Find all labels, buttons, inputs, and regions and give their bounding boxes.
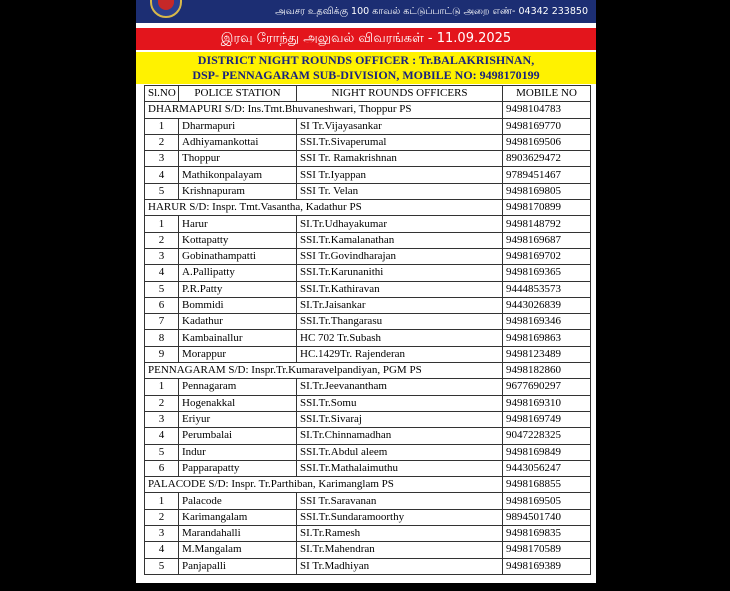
section-heading: PENNAGARAM S/D: Inspr.Tr.Kumaravelpandiyan, PGM PS — [145, 363, 503, 379]
serial-number-cell: 1 — [145, 118, 179, 134]
district-officer-contact: DSP- PENNAGARAM SUB-DIVISION, MOBILE NO: 9498170199 — [192, 68, 540, 82]
section-header-row — [145, 200, 591, 216]
section-mobile: 9498170899 — [503, 200, 591, 216]
serial-number-cell: 3 — [145, 248, 179, 264]
police-station-cell: Kadathur — [179, 314, 297, 330]
mobile-number-cell: 9498148792 — [503, 216, 591, 232]
police-station-cell: Thoppur — [179, 151, 297, 167]
police-station-cell: Panjapalli — [179, 558, 297, 574]
police-station-cell: Marandahalli — [179, 526, 297, 542]
police-station-cell: Adhiyamankottai — [179, 134, 297, 150]
police-station-cell: Indur — [179, 444, 297, 460]
officer-cell: SI Tr.Madhiyan — [297, 558, 503, 574]
mobile-number-cell: 9498169770 — [503, 118, 591, 134]
section-header-row — [145, 102, 591, 118]
column-header-sl: Sl.NO — [145, 86, 179, 102]
officer-cell: SI.Tr.Udhayakumar — [297, 216, 503, 232]
mobile-number-cell: 9498169687 — [503, 232, 591, 248]
serial-number-cell: 4 — [145, 428, 179, 444]
column-header-mobile: MOBILE NO — [503, 86, 591, 102]
mobile-number-cell: 8903629472 — [503, 151, 591, 167]
table-row — [145, 281, 591, 297]
table-row — [145, 444, 591, 460]
table-row — [145, 297, 591, 313]
officer-cell: SI.Tr.Chinnamadhan — [297, 428, 503, 444]
section-heading: HARUR S/D: Inspr. Tmt.Vasantha, Kadathur PS — [145, 200, 503, 216]
table-row — [145, 232, 591, 248]
table-row — [145, 151, 591, 167]
serial-number-cell: 2 — [145, 509, 179, 525]
mobile-number-cell: 9498169835 — [503, 526, 591, 542]
mobile-number-cell: 9047228325 — [503, 428, 591, 444]
table-row — [145, 330, 591, 346]
district-officer-banner — [136, 52, 596, 84]
officer-cell: SI.Tr.Mahendran — [297, 542, 503, 558]
serial-number-cell: 5 — [145, 558, 179, 574]
column-header-station: POLICE STATION — [179, 86, 297, 102]
officer-cell: HC.1429Tr. Rajenderan — [297, 346, 503, 362]
table-row — [145, 167, 591, 183]
mobile-number-cell: 9498123489 — [503, 346, 591, 362]
serial-number-cell: 8 — [145, 330, 179, 346]
report-title: இரவு ரோந்து அலுவல் விவரங்கள் - 11.09.2025 — [220, 31, 512, 46]
police-station-cell: A.Pallipatty — [179, 265, 297, 281]
mobile-number-cell: 9443056247 — [503, 460, 591, 476]
serial-number-cell: 5 — [145, 183, 179, 199]
table-row — [145, 346, 591, 362]
table-row — [145, 379, 591, 395]
police-station-cell: Eriyur — [179, 411, 297, 427]
column-header-officers: NIGHT ROUNDS OFFICERS — [297, 86, 503, 102]
table-row — [145, 428, 591, 444]
officer-cell: SI.Tr.Jaisankar — [297, 297, 503, 313]
section-header-row — [145, 363, 591, 379]
mobile-number-cell: 9894501740 — [503, 509, 591, 525]
serial-number-cell: 7 — [145, 314, 179, 330]
table-header-row — [145, 86, 591, 102]
district-officer-line: DISTRICT NIGHT ROUNDS OFFICER : Tr.BALAKRISHNAN, — [197, 53, 535, 67]
police-station-cell: Pennagaram — [179, 379, 297, 395]
serial-number-cell: 5 — [145, 444, 179, 460]
serial-number-cell: 3 — [145, 526, 179, 542]
serial-number-cell: 3 — [145, 411, 179, 427]
mobile-number-cell: 9498169389 — [503, 558, 591, 574]
police-emblem-icon — [150, 0, 182, 18]
officer-cell: SSI.Tr.Abdul aleem — [297, 444, 503, 460]
section-mobile: 9498104783 — [503, 102, 591, 118]
police-station-cell: Kottapatty — [179, 232, 297, 248]
mobile-number-cell: 9498170589 — [503, 542, 591, 558]
mobile-number-cell: 9498169505 — [503, 493, 591, 509]
police-station-cell: Krishnapuram — [179, 183, 297, 199]
officer-cell: SSI Tr. Ramakrishnan — [297, 151, 503, 167]
section-heading: DHARMAPURI S/D: Ins.Tmt.Bhuvaneshwari, Thoppur PS — [145, 102, 503, 118]
serial-number-cell: 2 — [145, 134, 179, 150]
mobile-number-cell: 9677690297 — [503, 379, 591, 395]
serial-number-cell: 4 — [145, 265, 179, 281]
table-row — [145, 526, 591, 542]
night-rounds-table — [144, 85, 591, 575]
table-row — [145, 493, 591, 509]
serial-number-cell: 2 — [145, 232, 179, 248]
officer-cell: SSI Tr. Velan — [297, 183, 503, 199]
table-row — [145, 558, 591, 574]
police-station-cell: Perumbalai — [179, 428, 297, 444]
mobile-number-cell: 9498169805 — [503, 183, 591, 199]
serial-number-cell: 2 — [145, 395, 179, 411]
table-row — [145, 509, 591, 525]
police-station-cell: Bommidi — [179, 297, 297, 313]
serial-number-cell: 9 — [145, 346, 179, 362]
serial-number-cell: 5 — [145, 281, 179, 297]
police-station-cell: Palacode — [179, 493, 297, 509]
officer-cell: SSI Tr.Iyappan — [297, 167, 503, 183]
serial-number-cell: 4 — [145, 542, 179, 558]
officer-cell: SI Tr.Vijayasankar — [297, 118, 503, 134]
table-row — [145, 265, 591, 281]
serial-number-cell: 6 — [145, 297, 179, 313]
table-row — [145, 314, 591, 330]
police-station-cell: Karimangalam — [179, 509, 297, 525]
officer-cell: SSI.Tr.Karunanithi — [297, 265, 503, 281]
officer-cell: SSI Tr.Saravanan — [297, 493, 503, 509]
section-mobile: 9498168855 — [503, 477, 591, 493]
table-row — [145, 118, 591, 134]
officer-cell: SI.Tr.Ramesh — [297, 526, 503, 542]
table-row — [145, 248, 591, 264]
serial-number-cell: 3 — [145, 151, 179, 167]
police-station-cell: Mathikonpalayam — [179, 167, 297, 183]
report-title-banner — [136, 28, 596, 50]
officer-cell: SSI.Tr.Sivaperumal — [297, 134, 503, 150]
officer-cell: SI.Tr.Jeevanantham — [297, 379, 503, 395]
officer-cell: SSI.Tr.Sivaraj — [297, 411, 503, 427]
mobile-number-cell: 9498169346 — [503, 314, 591, 330]
mobile-number-cell: 9498169310 — [503, 395, 591, 411]
officer-cell: SSI.Tr.Thangarasu — [297, 314, 503, 330]
officer-cell: SSI Tr.Govindharajan — [297, 248, 503, 264]
serial-number-cell: 6 — [145, 460, 179, 476]
serial-number-cell: 1 — [145, 379, 179, 395]
officer-cell: SSI.Tr.Somu — [297, 395, 503, 411]
table-row — [145, 411, 591, 427]
section-header-row — [145, 477, 591, 493]
mobile-number-cell: 9498169749 — [503, 411, 591, 427]
officer-cell: HC 702 Tr.Subash — [297, 330, 503, 346]
police-station-cell: Harur — [179, 216, 297, 232]
officer-cell: SSI.Tr.Sundaramoorthy — [297, 509, 503, 525]
mobile-number-cell: 9498169506 — [503, 134, 591, 150]
police-station-cell: Gobinathampatti — [179, 248, 297, 264]
police-station-cell: M.Mangalam — [179, 542, 297, 558]
serial-number-cell: 1 — [145, 493, 179, 509]
police-station-cell: Dharmapuri — [179, 118, 297, 134]
mobile-number-cell: 9498169365 — [503, 265, 591, 281]
officer-cell: SSI.Tr.Mathalaimuthu — [297, 460, 503, 476]
officer-cell: SSI.Tr.Kamalanathan — [297, 232, 503, 248]
mobile-number-cell: 9498169863 — [503, 330, 591, 346]
table-row — [145, 183, 591, 199]
police-station-cell: Papparapatty — [179, 460, 297, 476]
serial-number-cell: 1 — [145, 216, 179, 232]
police-station-cell: Morappur — [179, 346, 297, 362]
police-station-cell: P.R.Patty — [179, 281, 297, 297]
control-room-banner — [136, 0, 596, 23]
mobile-number-cell: 9444853573 — [503, 281, 591, 297]
section-mobile: 9498182860 — [503, 363, 591, 379]
night-rounds-sheet — [136, 0, 596, 583]
mobile-number-cell: 9498169849 — [503, 444, 591, 460]
mobile-number-cell: 9789451467 — [503, 167, 591, 183]
table-row — [145, 395, 591, 411]
table-row — [145, 542, 591, 558]
control-room-number: அவசர உதவிக்கு 100 காவல் கட்டுப்பாட்டு அறை எண்- 04342 233850 — [275, 6, 588, 17]
table-row — [145, 134, 591, 150]
table-row — [145, 460, 591, 476]
section-heading: PALACODE S/D: Inspr. Tr.Parthiban, Karimanglam PS — [145, 477, 503, 493]
mobile-number-cell: 9498169702 — [503, 248, 591, 264]
serial-number-cell: 4 — [145, 167, 179, 183]
mobile-number-cell: 9443026839 — [503, 297, 591, 313]
police-station-cell: Kambainallur — [179, 330, 297, 346]
table-row — [145, 216, 591, 232]
officer-cell: SSI.Tr.Kathiravan — [297, 281, 503, 297]
table-body — [145, 102, 591, 575]
police-station-cell: Hogenakkal — [179, 395, 297, 411]
